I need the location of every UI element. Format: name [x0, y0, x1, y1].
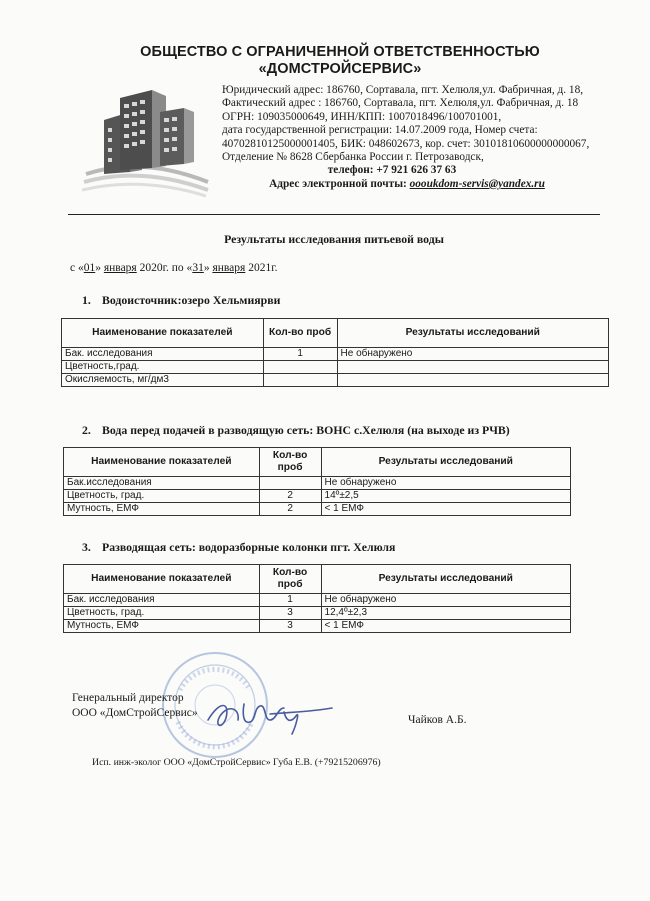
section-1-heading [82, 293, 280, 308]
section-number: 2. [82, 423, 91, 437]
cell-indicator: Бак. исследования [62, 348, 264, 361]
period-to-year: 2021г. [245, 262, 278, 274]
requisite-line: дата государственной регистрации: 14.07.2009 года, Номер счета: [222, 124, 538, 137]
cell-result [337, 361, 608, 374]
executor-footer: Исп. инж-эколог ООО «ДомСтройСервис» Губа Е.В. (+79215206976) [92, 757, 381, 768]
organization-title-line2: «ДОМСТРОЙСЕРВИС» [258, 61, 422, 77]
results-table-2 [63, 447, 571, 516]
cell-result: 14º±2,5 [321, 490, 570, 503]
table-header-row [64, 448, 571, 477]
cell-indicator: Цветность, град. [64, 607, 260, 620]
section-number: 1. [82, 293, 91, 307]
results-table-1 [61, 318, 609, 387]
header-result: Результаты исследований [337, 319, 608, 348]
requisite-line: 40702810125000001405, БИК: 048602673, кор. счет: 30101810600000000067, [222, 137, 590, 150]
cell-result: Не обнаружено [337, 348, 608, 361]
phone-number: телефон: +7 921 626 37 63 [327, 164, 457, 177]
company-requisites [222, 84, 622, 191]
requisite-line: Отделение № 8628 Сбербанка России г. Петрозаводск, [222, 151, 484, 164]
table-row [62, 361, 609, 374]
section-2-heading [82, 423, 510, 438]
header-count: Кол-во проб [263, 319, 337, 348]
cell-indicator: Бак.исследования [64, 477, 260, 490]
header-result: Результаты исследований [321, 565, 570, 594]
table-header-row [62, 319, 609, 348]
cell-result: < 1 ЕМФ [321, 620, 570, 633]
handwritten-signature-icon [200, 690, 340, 740]
period-from-day: 01 [83, 262, 96, 274]
cell-result: < 1 ЕМФ [321, 503, 570, 516]
table-row [64, 620, 571, 633]
table-row [62, 348, 609, 361]
organization-title [100, 44, 580, 78]
section-title: Разводящая сеть: водоразборные колонки пгт. Хелюля [102, 540, 396, 554]
period-from-mid: » [95, 262, 104, 274]
cell-result: Не обнаружено [321, 594, 570, 607]
signature-block [72, 691, 198, 721]
table-row [64, 490, 571, 503]
cell-count: 3 [259, 607, 321, 620]
header-count: Кол-во проб [259, 448, 321, 477]
period-from-year: 2020г. по « [136, 262, 193, 274]
period-from-month: января [103, 262, 137, 274]
header-indicator: Наименование показателей [64, 565, 260, 594]
cell-result: 12,4º±2,3 [321, 607, 570, 620]
table-row [64, 594, 571, 607]
signer-name: Чайков А.Б. [408, 714, 467, 726]
signer-organization: ООО «ДомСтройСервис» [72, 707, 198, 719]
cell-count [263, 361, 337, 374]
cell-count: 3 [259, 620, 321, 633]
table-row [64, 477, 571, 490]
section-title: Вода перед подачей в разводящую сеть: ВОНС с.Хелюля (на выходе из РЧВ) [102, 423, 510, 437]
email-line [222, 178, 622, 191]
section-number: 3. [82, 540, 91, 554]
requisite-line: Юридический адрес: 186760, Сортавала, пгт. Хелюля,ул. Фабричная, д. 18, [222, 84, 584, 96]
signer-position: Генеральный директор [72, 692, 184, 704]
requisite-line: ОГРН: 109035000649, ИНН/КПП: 1007018496/100701001, [222, 110, 502, 123]
period-line [70, 262, 277, 274]
header-indicator: Наименование показателей [62, 319, 264, 348]
cell-count [259, 477, 321, 490]
building-logo-icon [82, 82, 212, 200]
results-table-3 [63, 564, 571, 633]
header-result: Результаты исследований [321, 448, 570, 477]
cell-count: 1 [263, 348, 337, 361]
cell-indicator: Цветность,град. [62, 361, 264, 374]
cell-indicator: Окисляемость, мг/дм3 [62, 374, 264, 387]
cell-indicator: Цветность, град. [64, 490, 260, 503]
period-to-month: января [212, 262, 246, 274]
period-to-mid: » [203, 262, 213, 274]
section-title: Водоисточник:озеро Хельмиярви [102, 293, 281, 307]
table-row [64, 607, 571, 620]
cell-count: 2 [259, 503, 321, 516]
requisite-line: Фактический адрес : 186760, Сортавала, пгт. Хелюля,ул. Фабричная, д. 18 [222, 97, 579, 110]
table-header-row [64, 565, 571, 594]
organization-title-line1: ОБЩЕСТВО С ОГРАНИЧЕННОЙ ОТВЕТСТВЕННОСТЬЮ [140, 44, 540, 60]
table-row [64, 503, 571, 516]
header-count: Кол-во проб [259, 565, 321, 594]
header-divider [68, 214, 600, 215]
period-from-prefix: с « [70, 262, 84, 274]
section-3-heading [82, 540, 395, 555]
period-to-day: 31 [192, 262, 204, 274]
cell-count: 1 [259, 594, 321, 607]
cell-result: Не обнаружено [321, 477, 570, 490]
table-row [62, 374, 609, 387]
cell-indicator: Мутность, ЕМФ [64, 620, 260, 633]
document-title: Результаты исследования питьевой воды [224, 232, 444, 246]
cell-indicator: Бак. исследования [64, 594, 260, 607]
cell-count [263, 374, 337, 387]
cell-count: 2 [259, 490, 321, 503]
header-indicator: Наименование показателей [64, 448, 260, 477]
email-address: oooukdom-servis@yandex.ru [409, 177, 545, 190]
cell-indicator: Мутность, ЕМФ [64, 503, 260, 516]
email-label: Адрес электронной почты: [269, 177, 410, 190]
cell-result [337, 374, 608, 387]
